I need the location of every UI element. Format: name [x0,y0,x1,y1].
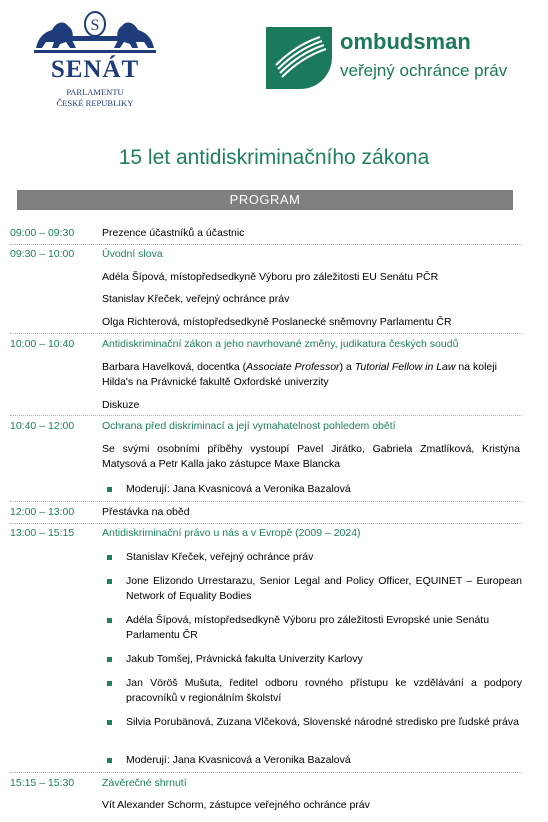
senat-logo [30,8,160,112]
row-divider [10,415,522,416]
time-slot: 12:00 – 13:00 [10,506,75,518]
svg-text:S: S [90,17,100,34]
time-slot: 13:00 – 15:15 [10,527,75,539]
row-text: Jakub Tomšej, Právnická fakulta Univerzity Karlovy [126,653,363,665]
session-title: Antidiskriminační právo u nás a v Evropě (2009 – 2024) [102,527,361,539]
row-text: Jone Elizondo Urrestarazu, Senior Legal and Policy Officer, EQUINET – European Network of Equality Bodies [126,575,522,602]
text-part-italic: Tutorial Fellow in Law [354,361,456,373]
time-slot: 09:00 – 09:30 [10,227,75,239]
row-text: Prezence účastníků a účastnic [102,227,245,239]
row-divider [10,523,522,524]
row-text: Adéla Šípová, místopředsedkyně Výboru pro záležitosti Evropské unie Senátu Parlamentu ČR [126,614,490,641]
session-title: Antidiskriminační zákon a jeho navrhované změny, judikatura českých soudů [102,338,459,350]
bullet-square-icon [107,555,112,560]
program-header-bar: PROGRAM [17,190,513,210]
ombudsman-subtitle: veřejný ochránce práv [340,61,508,80]
senat-subtitle-line2: ČESKÉ REPUBLIKY [56,98,134,108]
session-title: Ochrana před diskriminací a její vymahatelnost pohledem obětí [102,420,396,432]
row-divider [10,333,522,334]
row-text: Se svými osobními příběhy vystoupí Pavel Jirátko, Gabriela Zmatlíková, Kristýna Matysová a Petr Kalla jako zástupce Maxe Blancka [102,443,520,470]
row-text: Olga Richterová, místopředsedkyně Poslanecké sněmovny Parlamentu ČR [102,316,452,328]
text-part: ) a [339,361,355,373]
senat-subtitle [30,87,160,109]
bullet-square-icon [107,487,112,492]
ombudsman-emblem-icon [266,27,332,89]
row-text: Moderují: Jana Kvasnicová a Veronika Bazalová [126,754,351,766]
time-slot: 10:40 – 12:00 [10,420,75,432]
row-text: Adéla Šípová, místopředsedkyně Výboru pro záležitosti EU Senátu PČR [102,271,439,283]
ombudsman-logo [266,27,516,89]
row-text: Vít Alexander Schorm, zástupce veřejného ochránce práv [102,799,370,811]
text-part-italic: Associate Professor [246,361,340,373]
row-text: Silvia Porubänová, Zuzana Vlčeková, Slovenské národné stredisko pre ľudské práva [126,716,519,728]
bullet-square-icon [107,657,112,662]
senat-subtitle-line1: PARLAMENTU [66,87,124,97]
time-slot: 10:00 – 10:40 [10,338,75,350]
row-text: Diskuze [102,399,140,411]
time-slot: 15:15 – 15:30 [10,777,75,789]
senat-emblem-icon [30,8,160,56]
bullet-square-icon [107,758,112,763]
row-divider [10,772,522,773]
ombudsman-title: ombudsman [340,29,471,54]
row-text: Jan Vöröš Mušuta, ředitel odboru rovného přístupu ke vzdělávání a podpory pracovníků v regionálním školství [126,677,522,704]
row-text: Stanislav Křeček, veřejný ochránce práv [126,551,314,563]
bullet-square-icon [107,681,112,686]
bullet-square-icon [107,720,112,725]
bullet-square-icon [107,618,112,623]
row-divider [10,501,522,502]
row-text: Stanislav Křeček, veřejný ochránce práv [102,293,290,305]
senat-wordmark: SENÁT [50,56,140,83]
row-text [102,360,520,390]
session-title: Závěrečné shrnutí [102,777,187,789]
bullet-square-icon [107,579,112,584]
row-text: Přestávka na oběd [102,506,190,518]
text-part: Barbara Havelková, docentka ( [102,361,247,373]
text-part: na koleji Hilda's na Právnické fakultě Oxfordské univerzity [102,361,497,388]
row-divider [10,244,522,245]
row-text: Moderují: Jana Kvasnicová a Veronika Bazalová [126,483,351,495]
page-title: 15 let antidiskriminačního zákona [118,146,430,169]
session-title: Úvodní slova [102,248,163,260]
time-slot: 09:30 – 10:00 [10,248,75,260]
